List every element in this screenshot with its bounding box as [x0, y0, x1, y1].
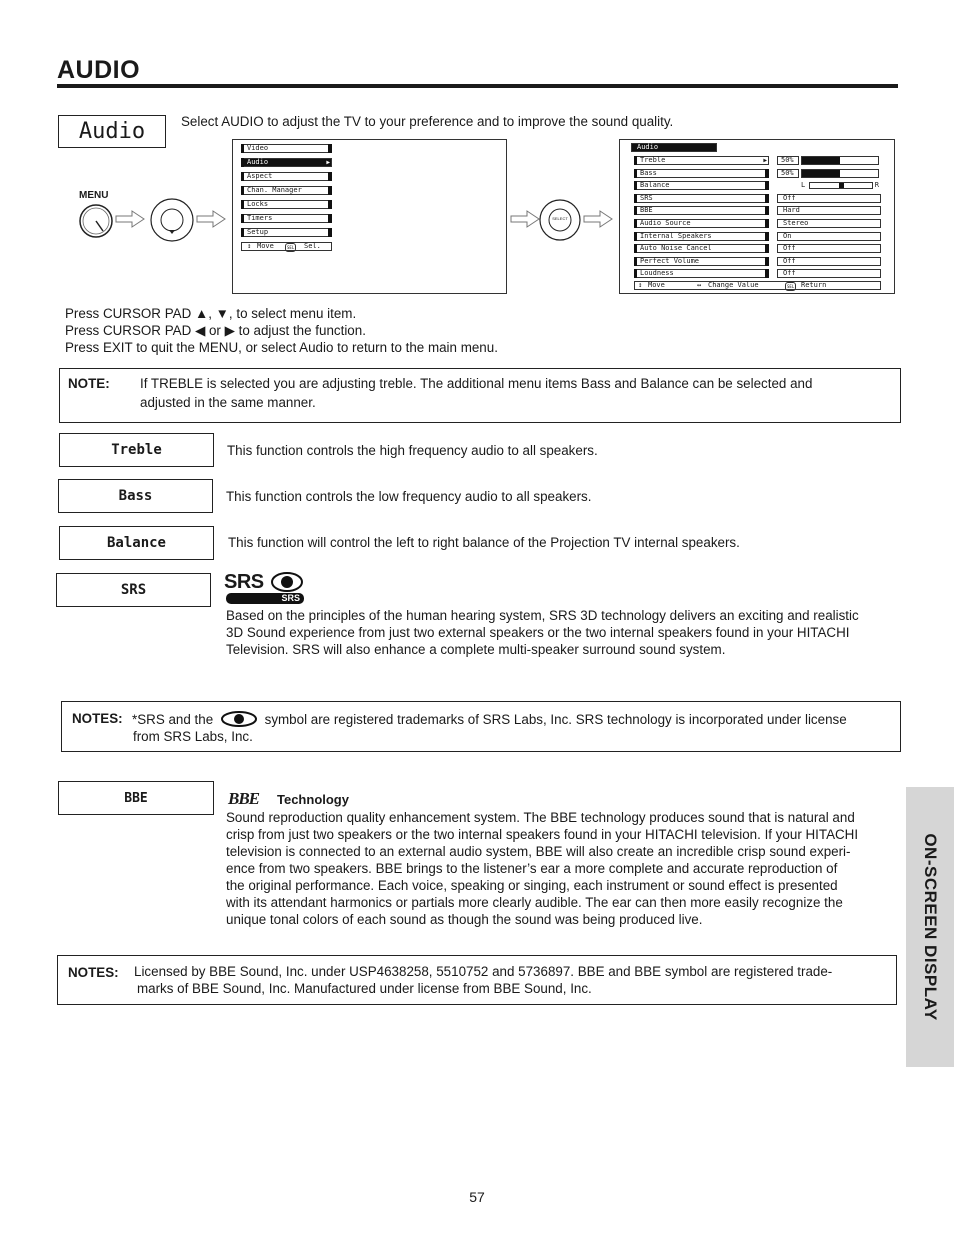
srs-symbol-icon — [220, 711, 258, 727]
audio-menu-value: Off — [777, 244, 881, 253]
audio-menu-screen — [619, 139, 895, 294]
main-menu-item[interactable]: Timers — [241, 214, 332, 223]
title-rule — [57, 84, 898, 88]
bass-label-box: Bass — [58, 479, 213, 513]
updown-icon: ↕ — [638, 281, 643, 289]
audio-menu-value: Off — [777, 269, 881, 278]
section-side-tab — [906, 787, 954, 1067]
main-menu-footer — [241, 242, 332, 251]
audio-menu-value: 50% — [777, 156, 799, 165]
audio-menu-value: 50% — [777, 169, 799, 178]
menu-label: MENU — [79, 190, 109, 201]
balance-slider-knob — [839, 183, 844, 188]
instruction-line: Press CURSOR PAD ▲, ▼, to select menu item. — [65, 306, 357, 321]
footer-move: Move — [648, 281, 665, 289]
treble-description: This function controls the high frequency audio to all speakers. — [227, 443, 598, 458]
intro-text: Select AUDIO to adjust the TV to your preference and to improve the sound quality. — [181, 114, 674, 129]
audio-menu-item[interactable]: Loudness — [634, 269, 769, 278]
audio-menu-item[interactable]: Perfect Volume — [634, 257, 769, 266]
balance-slider — [809, 182, 873, 189]
footer-return: Return — [801, 281, 827, 289]
audio-menu-item[interactable]: SRS — [634, 194, 769, 203]
instructions — [65, 305, 498, 356]
main-menu-item[interactable]: Chan. Manager — [241, 186, 332, 195]
audio-menu-footer — [634, 281, 881, 290]
main-menu-item[interactable]: Locks — [241, 200, 332, 209]
level-bar-fill — [802, 170, 840, 177]
instruction-line: Press CURSOR PAD ◀ or ▶ to adjust the function. — [65, 323, 366, 338]
audio-menu-item[interactable]: Audio Source — [634, 219, 769, 228]
page-title: AUDIO — [57, 56, 141, 84]
note-srs-box — [61, 701, 901, 752]
balance-description: This function will control the left to right balance of the Projection TV internal speakers. — [228, 535, 740, 550]
balance-right-label: R — [874, 181, 879, 190]
note-text: from SRS Labs, Inc. — [133, 729, 253, 744]
bbe-description: Sound reproduction quality enhancement system. The BBE technology produces sound that is natural and crisp from just two speakers or the two internal speakers found in your HITACHI television. If your HITACHI television is connected to an external audio system, BBE will also create an incredible crisp sound experi- ence from two speakers. BBE brings to the listener’s ear a more complete and accurate reproduction of the original performance. Each voice, speaking or singing, each instrument or sound effect is presented with its attendant harmonics or partials more clearly audible. The ear can then more easily recognize the unique tonal colors of each sound as though the sound was being produced live. — [226, 810, 859, 927]
note-text: *SRS and the symbol are registered trademarks of SRS Labs, Inc. SRS technology is incorporated under license — [132, 712, 847, 727]
arrow-right-icon — [511, 211, 539, 227]
audio-menu-item[interactable]: Bass — [634, 169, 769, 178]
sel-button-icon: SEL — [787, 284, 795, 289]
level-bar-fill — [802, 157, 840, 164]
audio-menu-value: Stereo — [777, 219, 881, 228]
balance-left-label: L — [801, 181, 806, 190]
audio-menu-item[interactable]: Internal Speakers — [634, 232, 769, 241]
note-bbe-box — [57, 955, 897, 1005]
select-pad-label: SELECT — [552, 216, 568, 221]
arrow-right-icon — [116, 211, 144, 227]
sel-button-icon: SEL — [287, 245, 295, 250]
footer-change-value: Change Value — [708, 281, 759, 289]
main-menu-screen — [232, 139, 507, 294]
page-number: 57 — [469, 1189, 485, 1205]
main-menu-item[interactable]: Setup — [241, 228, 332, 237]
audio-heading-box: Audio — [58, 115, 166, 148]
note-text: If TREBLE is selected you are adjusting treble. The additional menu items Bass and Balance can be selected and adjusted in the same manner. — [140, 376, 813, 410]
menu-button-icon — [80, 205, 112, 237]
audio-menu-value: Off — [777, 194, 881, 203]
leftright-icon: ↔ — [697, 281, 702, 289]
main-menu-item[interactable]: Audio ▶ — [241, 158, 332, 167]
note-label: NOTES: — [72, 711, 123, 726]
level-bar — [801, 169, 879, 178]
arrow-right-icon — [197, 211, 225, 227]
bass-description: This function controls the low frequency audio to all speakers. — [226, 489, 592, 504]
srs-description: Based on the principles of the human hearing system, SRS 3D technology delivers an exciting and realistic 3D Sound experience from just two external speakers or the two internal speakers found in your HITACHI Television. SRS will also enhance a complete multi-speaker surround sound system. — [226, 608, 859, 657]
footer-move: Move — [257, 242, 274, 250]
main-menu-item[interactable]: Video — [241, 144, 332, 153]
main-menu-item[interactable]: Aspect — [241, 172, 332, 181]
side-tab-label: ON-SCREEN DISPLAY — [921, 833, 940, 1021]
srs-symbol-icon — [270, 572, 304, 592]
audio-menu-header: Audio — [631, 143, 717, 152]
audio-menu-item[interactable]: Auto Noise Cancel — [634, 244, 769, 253]
bbe-heading: Technology — [277, 792, 349, 807]
arrow-right-icon: ▶ — [326, 159, 330, 166]
treble-label-box: Treble — [59, 433, 214, 467]
note-label: NOTES: — [68, 965, 119, 980]
srs-logo: SRS SRS — [224, 571, 306, 605]
audio-menu-value: Hard — [777, 206, 881, 215]
balance-label-box: Balance — [59, 526, 214, 560]
arrow-right-icon: ▶ — [763, 157, 767, 164]
audio-menu-value: On — [777, 232, 881, 241]
audio-menu-item[interactable]: BBE — [634, 206, 769, 215]
audio-menu-value: Off — [777, 257, 881, 266]
srs-label-box: SRS — [56, 573, 211, 607]
audio-menu-item[interactable]: Balance — [634, 181, 769, 190]
arrow-right-icon — [584, 211, 612, 227]
bbe-label-box: BBE — [58, 781, 214, 815]
level-bar — [801, 156, 879, 165]
footer-sel: Sel. — [304, 242, 321, 250]
audio-menu-item[interactable]: Treble ▶ — [634, 156, 769, 165]
instruction-line: Press EXIT to quit the MENU, or select Audio to return to the main menu. — [65, 340, 498, 355]
note-label: NOTE: — [68, 376, 110, 391]
bbe-logo: BBE — [228, 789, 260, 808]
audio-menu-value — [777, 181, 881, 190]
note-treble-box — [59, 368, 901, 423]
note-text: Licensed by BBE Sound, Inc. under USP4638258, 5510752 and 5736897. BBE and BBE symbol are registered trade- marks of BBE Sound, Inc. Manufactured under license from BBE Sound, Inc. — [134, 964, 833, 996]
updown-icon: ↕ — [247, 242, 252, 250]
cursor-pad-icon — [151, 199, 193, 241]
